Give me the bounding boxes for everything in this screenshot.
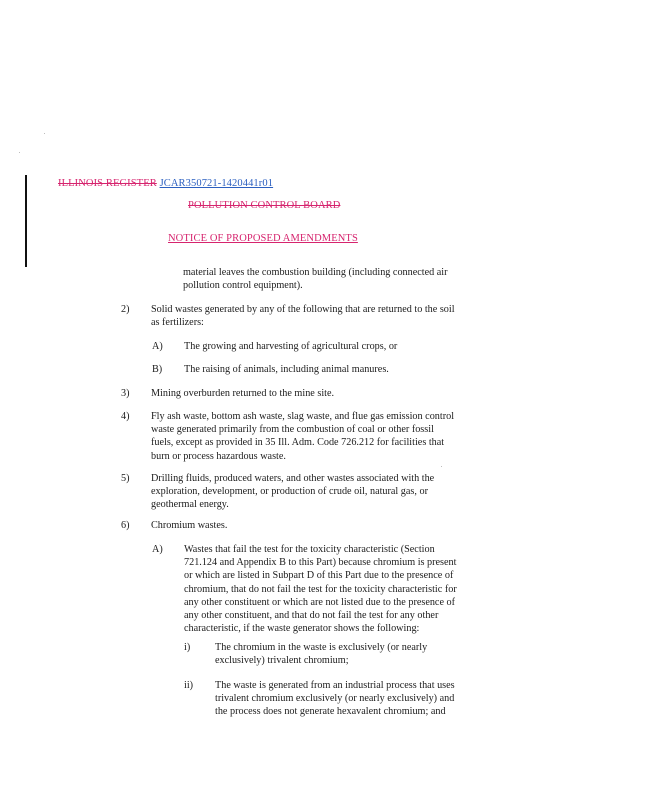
text-line: exclusively) trivalent chromium; — [215, 655, 349, 667]
notice-heading: NOTICE OF PROPOSED AMENDMENTS — [168, 233, 358, 244]
subitem-number: A) — [152, 544, 163, 555]
subsubitem-text — [215, 679, 455, 719]
scan-speck — [44, 133, 45, 134]
subitem-text — [184, 543, 457, 635]
text-line: Drilling fluids, produced waters, and other wastes associated with the — [151, 473, 435, 484]
subitem-number: B) — [152, 364, 163, 375]
text-line: burn or process hazardous waste. — [151, 450, 286, 462]
register-label: ILLINOIS REGISTER — [58, 178, 157, 189]
text-line: or which are listed in Subpart D of this Part due to the presence of — [184, 570, 454, 582]
text-line: the process does not generate hexavalent chromium; and — [215, 706, 446, 718]
board-heading: POLLUTION CONTROL BOARD — [188, 200, 341, 211]
scan-speck — [441, 466, 442, 467]
text-line: any other constituent, and that do not fail the test for any other — [184, 610, 439, 622]
text-line: chromium, that do not fail the test for the toxicity characteristic for — [184, 583, 457, 595]
text-line: Chromium wastes. — [151, 520, 228, 531]
text-line: Solid wastes generated by any of the following that are returned to the soil — [151, 304, 455, 315]
item-text — [151, 303, 455, 329]
text-line: fuels, except as provided in 35 Ill. Adm. Code 726.212 for facilities that — [151, 437, 445, 449]
item-text — [151, 519, 227, 532]
item-number: 4) — [121, 411, 130, 422]
register-id: JCAR350721-1420441r01 — [159, 178, 274, 189]
text-line: The raising of animals, including animal manures. — [184, 364, 389, 375]
text-line: 721.124 and Appendix B to this Part) because chromium is present — [184, 557, 457, 569]
revision-bar — [25, 175, 27, 267]
scan-speck — [19, 152, 20, 153]
text-line: The chromium in the waste is exclusively (or nearly — [215, 642, 428, 653]
text-line: geothermal energy. — [151, 499, 229, 511]
item-text — [151, 410, 454, 463]
item-text — [151, 472, 434, 512]
text-line: trivalent chromium exclusively (or nearly exclusively) and — [215, 693, 455, 705]
item-number: 3) — [121, 388, 130, 399]
register-header — [58, 178, 273, 189]
subitem-text — [184, 340, 397, 353]
text-line: Mining overburden returned to the mine site. — [151, 388, 335, 399]
continuation-paragraph — [183, 266, 448, 292]
subsubitem-number: ii) — [184, 680, 194, 691]
text-line: any other constituent or which are not listed due to the presence of — [184, 596, 456, 608]
subsubitem-number: i) — [184, 642, 191, 653]
subsubitem-text — [215, 641, 427, 667]
text-line: pollution control equipment). — [183, 280, 303, 292]
item-number: 2) — [121, 304, 130, 315]
text-line: as fertilizers: — [151, 317, 204, 329]
item-text — [151, 387, 334, 400]
text-line: Fly ash waste, bottom ash waste, slag waste, and flue gas emission control — [151, 411, 455, 422]
text-line: The waste is generated from an industrial process that uses — [215, 680, 455, 691]
text-line: exploration, development, or production of crude oil, natural gas, or — [151, 486, 428, 498]
text-line: waste generated primarily from the combustion of coal or other fossil — [151, 424, 434, 436]
subitem-text — [184, 363, 389, 376]
text-line: characteristic, if the waste generator shows the following: — [184, 623, 420, 635]
item-number: 5) — [121, 473, 130, 484]
subitem-number: A) — [152, 341, 163, 352]
item-number: 6) — [121, 520, 130, 531]
text-line: Wastes that fail the test for the toxicity characteristic (Section — [184, 544, 435, 555]
text-line: The growing and harvesting of agricultural crops, or — [184, 341, 398, 352]
text-line: material leaves the combustion building (including connected air — [183, 267, 448, 278]
